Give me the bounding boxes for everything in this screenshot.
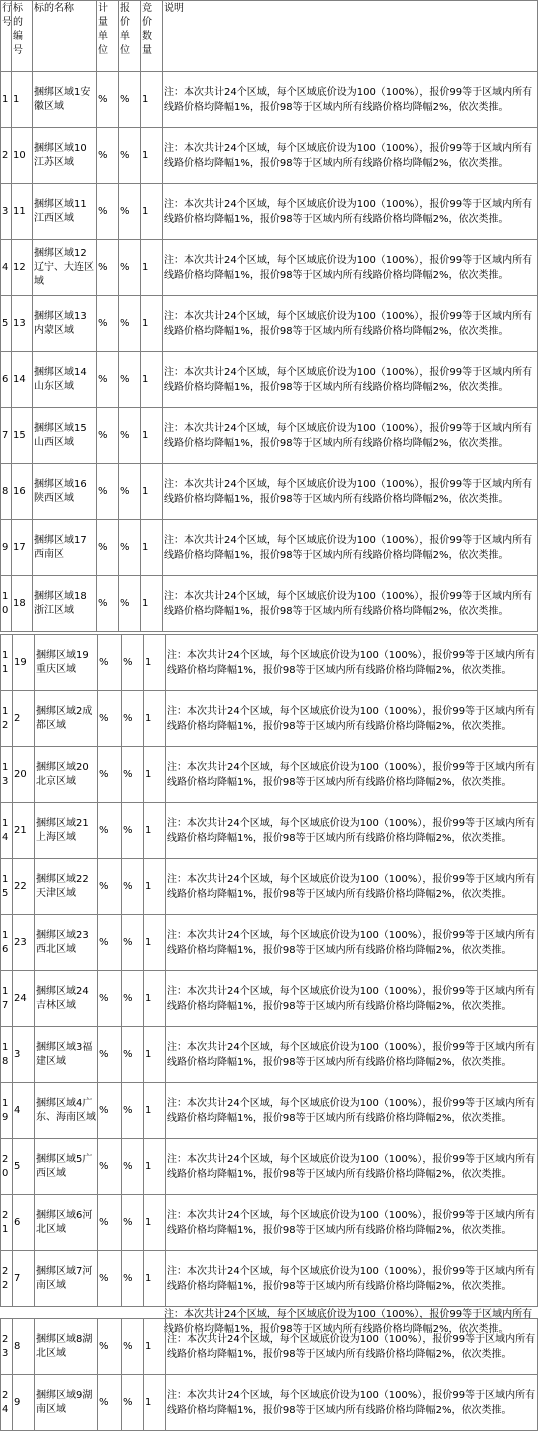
table-row	[1, 1375, 538, 1431]
cell-note: 注：本次共计24个区域，每个区域底价设为100（100%），报价99等于区域内所有线路价格均降幅1%，报价98等于区域内所有线路价格均降幅2%，依次类推。	[166, 1083, 538, 1139]
cell-row-no: 9	[1, 520, 12, 576]
cell-measure-unit: %	[98, 859, 122, 915]
cell-lot-no: 10	[12, 128, 33, 184]
cell-quote-unit: %	[122, 1319, 144, 1375]
table-row	[1, 1139, 538, 1195]
cell-note: 注：本次共计24个区域，每个区域底价设为100（100%），报价99等于区域内所有线路价格均降幅1%，报价98等于区域内所有线路价格均降幅2%，依次类推。	[166, 1319, 538, 1375]
cell-measure-unit: %	[98, 803, 122, 859]
cell-lot-name: 捆绑区域4广东、海南区域	[35, 1083, 98, 1139]
cell-lot-no: 12	[12, 240, 33, 296]
cell-bid-qty: 1	[141, 240, 163, 296]
cell-bid-qty: 1	[141, 184, 163, 240]
cell-note: 注：本次共计24个区域，每个区域底价设为100（100%），报价99等于区域内所有线路价格均降幅1%，报价98等于区域内所有线路价格均降幅2%，依次类推。	[166, 691, 538, 747]
cell-note: 注：本次共计24个区域，每个区域底价设为100（100%），报价99等于区域内所有线路价格均降幅1%，报价98等于区域内所有线路价格均降幅2%，依次类推。	[163, 520, 538, 576]
cell-note: 注：本次共计24个区域，每个区域底价设为100（100%），报价99等于区域内所有线路价格均降幅1%，报价98等于区域内所有线路价格均降幅2%，依次类推。	[163, 408, 538, 464]
header-quote-unit: 报价单位	[119, 1, 141, 72]
cell-lot-name: 捆绑区域20北京区域	[35, 747, 98, 803]
cell-measure-unit: %	[97, 184, 119, 240]
cell-lot-name: 捆绑区域5广西区域	[35, 1139, 98, 1195]
cell-quote-unit: %	[122, 1027, 144, 1083]
cell-bid-qty: 1	[144, 691, 166, 747]
cell-note: 注：本次共计24个区域，每个区域底价设为100（100%），报价99等于区域内所有线路价格均降幅1%，报价98等于区域内所有线路价格均降幅2%，依次类推。	[163, 128, 538, 184]
cell-measure-unit: %	[98, 1083, 122, 1139]
cell-measure-unit: %	[98, 1027, 122, 1083]
cell-bid-qty: 1	[141, 520, 163, 576]
cell-lot-no: 24	[13, 971, 35, 1027]
header-lot-name: 标的名称	[33, 1, 97, 72]
table-row	[1, 1251, 538, 1307]
cell-bid-qty: 1	[141, 72, 163, 128]
cell-measure-unit: %	[98, 1139, 122, 1195]
cell-lot-name: 捆绑区域8湖北区域	[35, 1319, 98, 1375]
table-row	[1, 971, 538, 1027]
cell-measure-unit: %	[98, 1319, 122, 1375]
cell-bid-qty: 1	[144, 1319, 166, 1375]
cell-row-no: 8	[1, 464, 12, 520]
cell-measure-unit: %	[98, 971, 122, 1027]
cell-quote-unit: %	[122, 803, 144, 859]
table-row	[1, 1083, 538, 1139]
table-header-row	[1, 1, 538, 72]
cell-lot-no: 21	[13, 803, 35, 859]
table-row	[1, 296, 538, 352]
cell-note: 注：本次共计24个区域，每个区域底价设为100（100%），报价99等于区域内所有线路价格均降幅1%，报价98等于区域内所有线路价格均降幅2%，依次类推。	[163, 240, 538, 296]
cell-note: 注：本次共计24个区域，每个区域底价设为100（100%），报价99等于区域内所有线路价格均降幅1%，报价98等于区域内所有线路价格均降幅2%，依次类推。	[163, 352, 538, 408]
table-row	[1, 1195, 538, 1251]
cell-quote-unit: %	[122, 1195, 144, 1251]
cell-row-no: 24	[1, 1375, 13, 1431]
cell-quote-unit: %	[119, 72, 141, 128]
cell-quote-unit: %	[119, 464, 141, 520]
cell-bid-qty: 1	[144, 1375, 166, 1431]
cell-measure-unit: %	[97, 520, 119, 576]
cell-row-no: 4	[1, 240, 12, 296]
cell-row-no: 3	[1, 184, 12, 240]
table-row	[1, 635, 538, 691]
cell-note: 注：本次共计24个区域，每个区域底价设为100（100%），报价99等于区域内所有线路价格均降幅1%，报价98等于区域内所有线路价格均降幅2%，依次类推。	[163, 72, 538, 128]
cell-lot-no: 9	[13, 1375, 35, 1431]
cell-lot-name: 捆绑区域3福建区域	[35, 1027, 98, 1083]
cell-bid-qty: 1	[144, 803, 166, 859]
cell-measure-unit: %	[98, 635, 122, 691]
cell-quote-unit: %	[119, 352, 141, 408]
table-row	[1, 240, 538, 296]
cell-lot-no: 20	[13, 747, 35, 803]
cell-note: 注：本次共计24个区域，每个区域底价设为100（100%），报价99等于区域内所有线路价格均降幅1%，报价98等于区域内所有线路价格均降幅2%，依次类推。	[166, 1195, 538, 1251]
table-row	[1, 1319, 538, 1375]
cell-row-no: 21	[1, 1195, 13, 1251]
cell-lot-name: 捆绑区域12辽宁、大连区域	[33, 240, 97, 296]
cell-row-no: 14	[1, 803, 13, 859]
cell-lot-name: 捆绑区域10江苏区域	[33, 128, 97, 184]
table-row	[1, 184, 538, 240]
cell-quote-unit: %	[122, 971, 144, 1027]
cell-lot-no: 22	[13, 859, 35, 915]
cell-lot-name: 捆绑区域2成都区域	[35, 691, 98, 747]
cell-lot-no: 11	[12, 184, 33, 240]
cell-note: 注：本次共计24个区域，每个区域底价设为100（100%），报价99等于区域内所有线路价格均降幅1%，报价98等于区域内所有线路价格均降幅2%，依次类推。	[166, 971, 538, 1027]
cell-lot-no: 14	[12, 352, 33, 408]
table-row	[1, 859, 538, 915]
cell-lot-name: 捆绑区域9湖南区域	[35, 1375, 98, 1431]
cell-row-no: 6	[1, 352, 12, 408]
cell-lot-name: 捆绑区域19重庆区域	[35, 635, 98, 691]
table-row	[1, 72, 538, 128]
cell-measure-unit: %	[98, 915, 122, 971]
cell-row-no: 15	[1, 859, 13, 915]
cell-bid-qty: 1	[144, 1251, 166, 1307]
cell-quote-unit: %	[119, 408, 141, 464]
cell-bid-qty: 1	[141, 128, 163, 184]
cell-row-no: 5	[1, 296, 12, 352]
cell-measure-unit: %	[97, 352, 119, 408]
cell-row-no: 12	[1, 691, 13, 747]
cell-note: 注：本次共计24个区域，每个区域底价设为100（100%），报价99等于区域内所有线路价格均降幅1%，报价98等于区域内所有线路价格均降幅2%，依次类推。	[163, 296, 538, 352]
cell-quote-unit: %	[122, 747, 144, 803]
cell-row-no: 11	[1, 635, 13, 691]
cell-lot-no: 23	[13, 915, 35, 971]
cell-lot-name: 捆绑区域13内蒙区域	[33, 296, 97, 352]
cell-note: 注：本次共计24个区域，每个区域底价设为100（100%），报价99等于区域内所有线路价格均降幅1%，报价98等于区域内所有线路价格均降幅2%，依次类推。	[166, 859, 538, 915]
cell-row-no: 16	[1, 915, 13, 971]
cell-quote-unit: %	[122, 1139, 144, 1195]
cell-lot-name: 捆绑区域14山东区域	[33, 352, 97, 408]
cell-lot-name: 捆绑区域17西南区	[33, 520, 97, 576]
cell-bid-qty: 1	[141, 464, 163, 520]
lot-table-part-1	[0, 0, 538, 632]
cell-lot-name: 捆绑区域18浙江区域	[33, 576, 97, 632]
cell-bid-qty: 1	[141, 576, 163, 632]
cell-bid-qty: 1	[141, 296, 163, 352]
cell-row-no: 10	[1, 576, 12, 632]
cell-quote-unit: %	[122, 915, 144, 971]
cell-note: 注：本次共计24个区域，每个区域底价设为100（100%），报价99等于区域内所有线路价格均降幅1%，报价98等于区域内所有线路价格均降幅2%，依次类推。	[166, 1027, 538, 1083]
cell-row-no: 23	[1, 1319, 13, 1375]
cell-note: 注：本次共计24个区域，每个区域底价设为100（100%），报价99等于区域内所有线路价格均降幅1%，报价98等于区域内所有线路价格均降幅2%，依次类推。	[163, 184, 538, 240]
cell-note: 注：本次共计24个区域，每个区域底价设为100（100%），报价99等于区域内所有线路价格均降幅1%，报价98等于区域内所有线路价格均降幅2%，依次类推。	[166, 1375, 538, 1431]
cell-quote-unit: %	[119, 184, 141, 240]
cell-quote-unit: %	[119, 576, 141, 632]
cell-measure-unit: %	[98, 1375, 122, 1431]
lot-table-part-2	[0, 634, 538, 1307]
table-row	[1, 520, 538, 576]
cell-bid-qty: 1	[144, 1195, 166, 1251]
cell-lot-no: 4	[13, 1083, 35, 1139]
cell-note: 注：本次共计24个区域，每个区域底价设为100（100%），报价99等于区域内所有线路价格均降幅1%，报价98等于区域内所有线路价格均降幅2%，依次类推。	[166, 1251, 538, 1307]
cell-bid-qty: 1	[141, 408, 163, 464]
cell-quote-unit: %	[122, 1083, 144, 1139]
cell-row-no: 13	[1, 747, 13, 803]
cell-lot-name: 捆绑区域23西北区域	[35, 915, 98, 971]
table-row	[1, 747, 538, 803]
cell-row-no: 1	[1, 72, 12, 128]
cell-lot-name: 捆绑区域22天津区域	[35, 859, 98, 915]
cell-note: 注：本次共计24个区域，每个区域底价设为100（100%），报价99等于区域内所有线路价格均降幅1%，报价98等于区域内所有线路价格均降幅2%，依次类推。	[166, 915, 538, 971]
cell-quote-unit: %	[122, 859, 144, 915]
cell-lot-no: 1	[12, 72, 33, 128]
cell-measure-unit: %	[98, 1251, 122, 1307]
cell-quote-unit: %	[122, 635, 144, 691]
cell-bid-qty: 1	[144, 915, 166, 971]
cell-lot-no: 17	[12, 520, 33, 576]
cell-measure-unit: %	[98, 691, 122, 747]
cell-row-no: 19	[1, 1083, 13, 1139]
table-row	[1, 352, 538, 408]
cell-lot-name: 捆绑区域6河北区域	[35, 1195, 98, 1251]
cell-row-no: 2	[1, 128, 12, 184]
header-bid-qty: 竞价数量	[141, 1, 163, 72]
cell-lot-no: 19	[13, 635, 35, 691]
cell-lot-no: 3	[13, 1027, 35, 1083]
table-row	[1, 128, 538, 184]
cell-measure-unit: %	[98, 747, 122, 803]
cell-bid-qty: 1	[144, 747, 166, 803]
table-row	[1, 576, 538, 632]
cell-lot-no: 5	[13, 1139, 35, 1195]
cell-quote-unit: %	[119, 240, 141, 296]
table-row	[1, 691, 538, 747]
cell-measure-unit: %	[97, 576, 119, 632]
cell-note: 注：本次共计24个区域，每个区域底价设为100（100%），报价99等于区域内所有线路价格均降幅1%，报价98等于区域内所有线路价格均降幅2%，依次类推。	[163, 576, 538, 632]
cell-lot-no: 6	[13, 1195, 35, 1251]
cell-lot-name: 捆绑区域1安徽区域	[33, 72, 97, 128]
cell-measure-unit: %	[97, 464, 119, 520]
cell-bid-qty: 1	[144, 1027, 166, 1083]
cell-bid-qty: 1	[144, 1083, 166, 1139]
cell-quote-unit: %	[119, 520, 141, 576]
table-row	[1, 915, 538, 971]
cell-row-no: 17	[1, 971, 13, 1027]
cell-measure-unit: %	[97, 296, 119, 352]
cell-measure-unit: %	[97, 408, 119, 464]
header-note: 说明	[163, 1, 538, 72]
cell-row-no: 7	[1, 408, 12, 464]
cell-lot-no: 16	[12, 464, 33, 520]
cell-lot-no: 7	[13, 1251, 35, 1307]
cell-note: 注：本次共计24个区域，每个区域底价设为100（100%），报价99等于区域内所有线路价格均降幅1%，报价98等于区域内所有线路价格均降幅2%，依次类推。	[166, 635, 538, 691]
cell-note: 注：本次共计24个区域，每个区域底价设为100（100%），报价99等于区域内所有线路价格均降幅1%，报价98等于区域内所有线路价格均降幅2%，依次类推。	[166, 1139, 538, 1195]
cell-lot-name: 捆绑区域24吉林区域	[35, 971, 98, 1027]
cell-measure-unit: %	[97, 72, 119, 128]
cell-lot-no: 8	[13, 1319, 35, 1375]
cell-row-no: 18	[1, 1027, 13, 1083]
cell-measure-unit: %	[97, 240, 119, 296]
cell-quote-unit: %	[119, 128, 141, 184]
cell-quote-unit: %	[122, 691, 144, 747]
cell-bid-qty: 1	[141, 352, 163, 408]
cell-bid-qty: 1	[144, 971, 166, 1027]
cell-lot-name: 捆绑区域15山西区域	[33, 408, 97, 464]
cell-lot-name: 捆绑区域11江西区域	[33, 184, 97, 240]
cell-lot-no: 18	[12, 576, 33, 632]
table-row	[1, 803, 538, 859]
cell-measure-unit: %	[97, 128, 119, 184]
cell-bid-qty: 1	[144, 1139, 166, 1195]
cell-lot-name: 捆绑区域7河南区域	[35, 1251, 98, 1307]
cell-bid-qty: 1	[144, 859, 166, 915]
cell-note: 注：本次共计24个区域，每个区域底价设为100（100%），报价99等于区域内所有线路价格均降幅1%，报价98等于区域内所有线路价格均降幅2%，依次类推。	[166, 803, 538, 859]
header-lot-no: 标的编号	[12, 1, 33, 72]
cell-quote-unit: %	[122, 1375, 144, 1431]
cell-quote-unit: %	[119, 296, 141, 352]
cell-lot-no: 2	[13, 691, 35, 747]
cell-lot-no: 15	[12, 408, 33, 464]
cell-lot-no: 13	[12, 296, 33, 352]
header-measure-unit: 计量单位	[97, 1, 119, 72]
table-row	[1, 1027, 538, 1083]
cell-row-no: 22	[1, 1251, 13, 1307]
cell-lot-name: 捆绑区域16陕西区域	[33, 464, 97, 520]
cell-quote-unit: %	[122, 1251, 144, 1307]
clipped-note-fragment: 注：本次共计24个区域，每个区域底价设为100（100%），报价99等于区域内所有线路价格均降幅1%，报价98等于区域内所有线路价格均降幅2%，依次类推。	[164, 1309, 533, 1335]
lot-table-part-3	[0, 1318, 538, 1431]
cell-lot-name: 捆绑区域21上海区域	[35, 803, 98, 859]
cell-note: 注：本次共计24个区域，每个区域底价设为100（100%），报价99等于区域内所有线路价格均降幅1%，报价98等于区域内所有线路价格均降幅2%，依次类推。	[166, 747, 538, 803]
cell-row-no: 20	[1, 1139, 13, 1195]
table-row	[1, 464, 538, 520]
cell-bid-qty: 1	[144, 635, 166, 691]
cell-note: 注：本次共计24个区域，每个区域底价设为100（100%），报价99等于区域内所有线路价格均降幅1%，报价98等于区域内所有线路价格均降幅2%，依次类推。	[163, 464, 538, 520]
table-row	[1, 408, 538, 464]
cell-measure-unit: %	[98, 1195, 122, 1251]
header-row-no: 行号	[1, 1, 12, 72]
